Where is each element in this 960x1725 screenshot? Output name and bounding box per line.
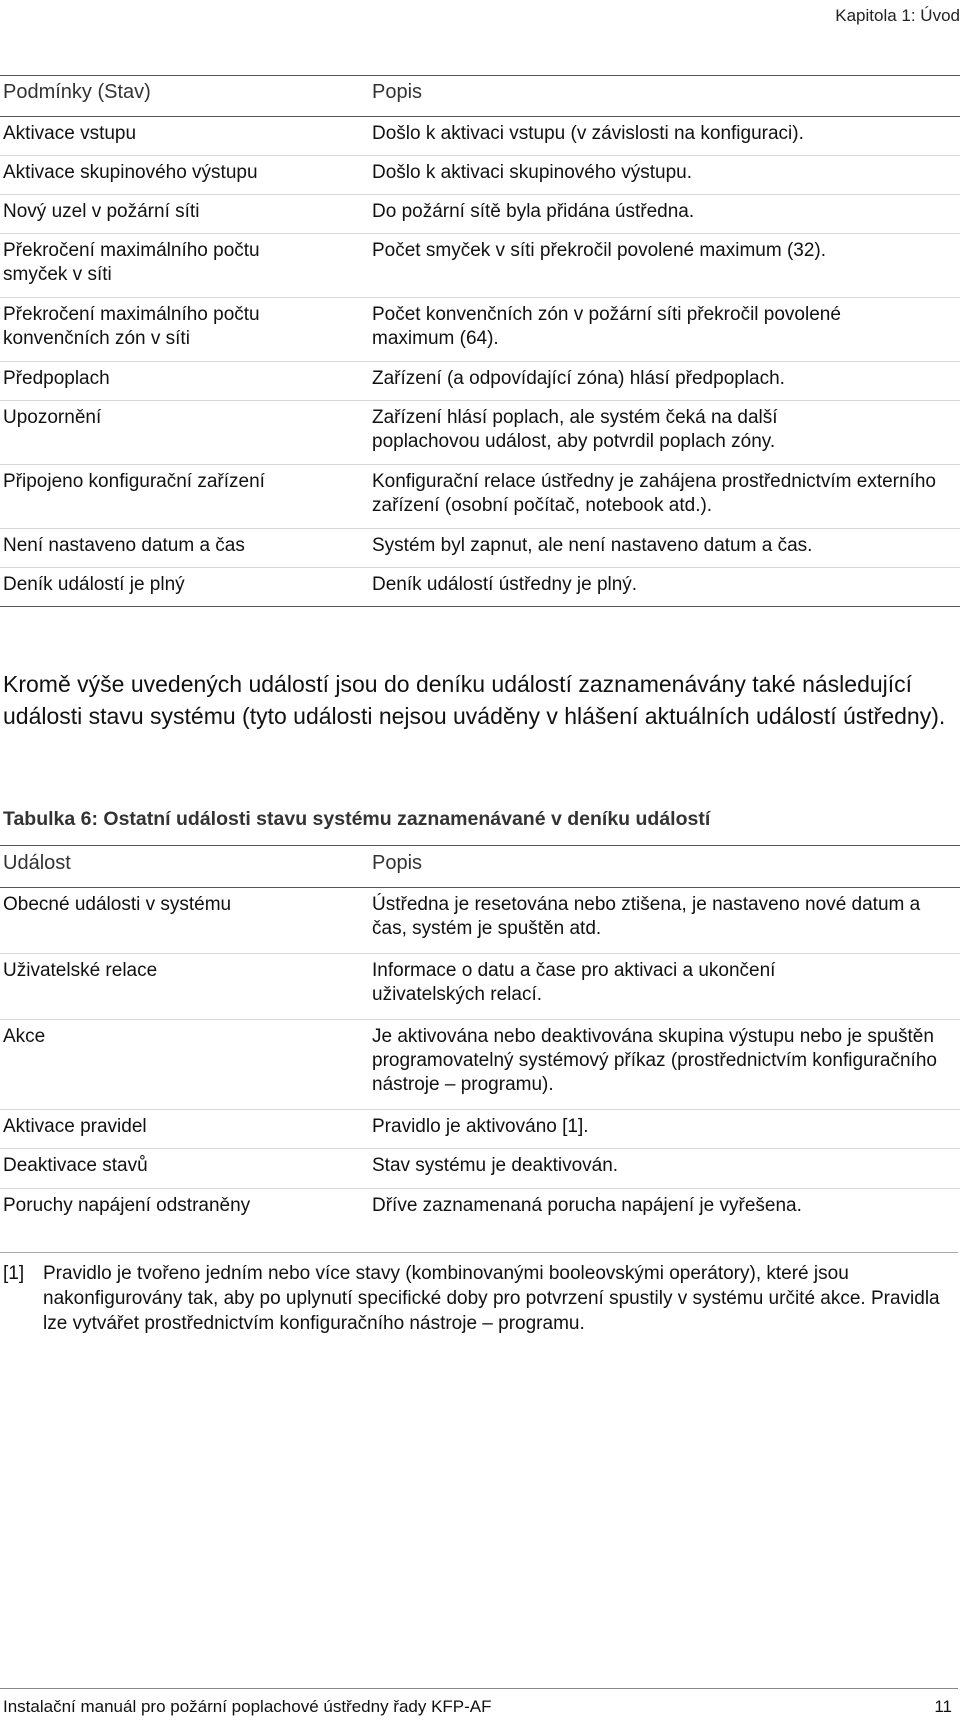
table-row	[0, 1110, 960, 1148]
event-cell: Obecné události v systému	[3, 894, 232, 915]
condition-cell: Překročení maximálního počtu konvenčních zón v síti	[3, 304, 260, 349]
table-row	[0, 117, 960, 155]
event-cell: Deaktivace stavů	[3, 1155, 148, 1176]
description-cell: Počet konvenčních zón v požární síti překročil povolené maximum (64).	[372, 304, 841, 349]
event-cell: Uživatelské relace	[3, 960, 158, 981]
description-cell: Došlo k aktivaci skupinového výstupu.	[372, 162, 692, 183]
event-cell: Akce	[3, 1026, 46, 1047]
condition-cell: Nový uzel v požární síti	[3, 201, 200, 222]
table-header-row	[0, 846, 960, 887]
condition-cell: Není nastaveno datum a čas	[3, 535, 245, 556]
table-row	[0, 195, 960, 233]
description-cell: Počet smyček v síti překročil povolené maximum (32).	[372, 240, 827, 261]
footnote	[0, 1252, 958, 1336]
condition-cell: Upozornění	[3, 407, 102, 428]
table-row	[0, 362, 960, 400]
events-table	[0, 845, 960, 1228]
table-caption: Tabulka 6: Ostatní události stavu systému zaznamenávané v deníku událostí	[3, 808, 711, 830]
table-row	[0, 465, 960, 528]
description-cell: Konfigurační relace ústředny je zahájena prostřednictvím externího zařízení (osobní počítač, notebook atd.).	[372, 471, 936, 516]
event-cell: Poruchy napájení odstraněny	[3, 1195, 251, 1216]
description-cell: Zařízení hlásí poplach, ale systém čeká na další poplachovou událost, aby potvrdil poplach zóny.	[372, 407, 778, 452]
condition-cell: Připojeno konfigurační zařízení	[3, 471, 265, 492]
condition-cell: Deník událostí je plný	[3, 574, 185, 595]
condition-cell: Překročení maximálního počtu smyček v síti	[3, 240, 260, 285]
table-row	[0, 401, 960, 464]
description-cell: Pravidlo je aktivováno [1].	[372, 1116, 589, 1137]
table-row	[0, 954, 960, 1019]
table-row	[0, 298, 960, 361]
conditions-table	[0, 75, 960, 607]
body-paragraph: Kromě výše uvedených událostí jsou do deníku událostí zaznamenávány také následující události stavu systému (tyto události nejsou uváděny v hlášení aktuálních událostí ústředny).	[3, 671, 946, 729]
description-cell: Do požární sítě byla přidána ústředna.	[372, 201, 695, 222]
table-row	[0, 234, 960, 297]
table-row	[0, 1189, 960, 1228]
table-row	[0, 1020, 960, 1109]
description-cell: Je aktivována nebo deaktivována skupina výstupu nebo je spuštěn programovatelný systémový příkaz (prostřednictvím konfiguračního nástroje – programu).	[372, 1026, 937, 1095]
column-header-description: Popis	[372, 852, 423, 874]
event-cell: Aktivace pravidel	[3, 1116, 147, 1137]
description-cell: Dříve zaznamenaná porucha napájení je vyřešena.	[372, 1195, 802, 1216]
page-number: 11	[934, 1697, 952, 1716]
condition-cell: Předpoplach	[3, 368, 110, 389]
condition-cell: Aktivace skupinového výstupu	[3, 162, 258, 183]
table-header-row	[0, 76, 960, 116]
description-cell: Systém byl zapnut, ale není nastaveno datum a čas.	[372, 535, 813, 556]
manual-title: Instalační manuál pro požární poplachové ústředny řady KFP-AF	[3, 1697, 492, 1716]
column-header-description: Popis	[372, 81, 423, 103]
description-cell: Došlo k aktivaci vstupu (v závislosti na konfiguraci).	[372, 123, 804, 144]
description-cell: Zařízení (a odpovídající zóna) hlásí předpoplach.	[372, 368, 785, 389]
description-cell: Ústředna je resetována nebo ztišena, je nastaveno nové datum a čas, systém je spuštěn atd.	[372, 894, 921, 939]
table-row	[0, 568, 960, 606]
condition-cell: Aktivace vstupu	[3, 123, 137, 144]
column-header-event: Událost	[3, 852, 71, 874]
description-cell: Deník událostí ústředny je plný.	[372, 574, 638, 595]
page-footer	[0, 1688, 958, 1717]
description-cell: Informace o datu a čase pro aktivaci a ukončení uživatelských relací.	[372, 960, 776, 1005]
description-cell: Stav systému je deaktivován.	[372, 1155, 619, 1176]
table-row	[0, 529, 960, 567]
footnote-mark: [1]	[3, 1263, 25, 1284]
footnote-text: Pravidlo je tvořeno jedním nebo více stavy (kombinovanými booleovskými operátory), které jsou nakonfigurovány tak, aby po uplynutí specifické doby pro potvrzení spustily v systému určité akce. Pravidla lze vytvářet prostřednictvím konfiguračního nástroje – programu.	[43, 1263, 940, 1334]
table-row	[0, 156, 960, 194]
table-row	[0, 888, 960, 953]
chapter-header: Kapitola 1: Úvod	[835, 6, 960, 25]
column-header-conditions: Podmínky (Stav)	[3, 81, 151, 103]
table-row	[0, 1149, 960, 1188]
